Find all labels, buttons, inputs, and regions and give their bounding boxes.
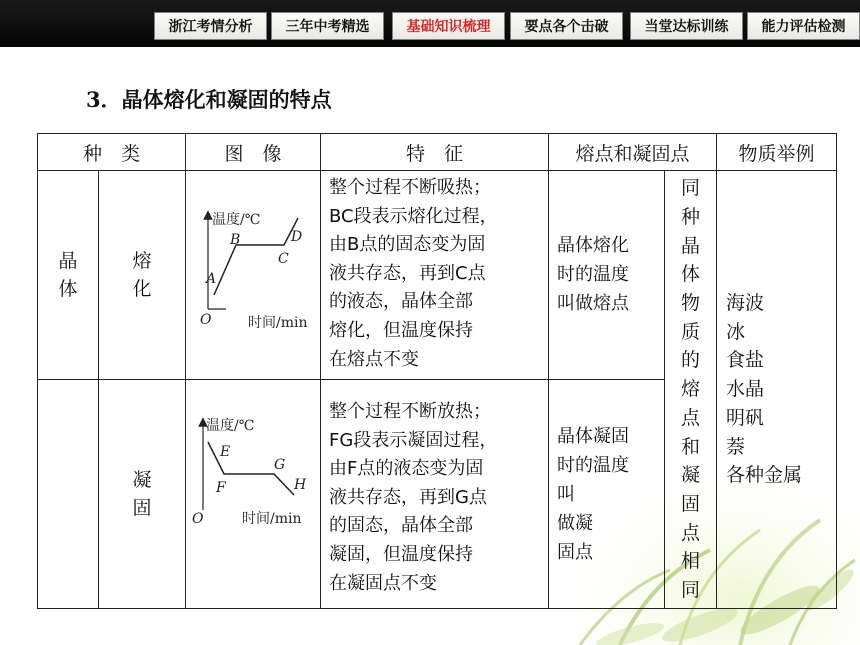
example-item: 海波 — [726, 291, 765, 314]
example-item: 明矾 — [726, 406, 765, 429]
point-c-label: C — [278, 251, 289, 267]
header-examples: 物质举例 — [717, 134, 837, 171]
section-title: 3．晶体熔化和凝固的特点 — [86, 87, 332, 112]
category-empty-cell — [38, 380, 99, 609]
freezing-feature-line-6: 凝固，但温度保持 — [329, 543, 474, 565]
freezing-x-label: 时间/min — [242, 511, 302, 527]
example-item: 食盐 — [726, 349, 765, 372]
freezing-y-label: 温度/℃ — [206, 418, 255, 434]
header-type: 种 类 — [38, 134, 186, 171]
example-item: 各种金属 — [726, 464, 803, 487]
freezing-point-line-3: 叫 — [557, 484, 576, 505]
same-point-note-char: 晶 — [681, 234, 701, 257]
same-point-note-char: 同 — [681, 177, 701, 200]
same-point-note-char: 同 — [681, 579, 701, 602]
example-item: 萘 — [726, 435, 746, 458]
category-char-2: 体 — [58, 278, 78, 300]
point-e-label: E — [220, 444, 231, 460]
freezing-point-line-5: 固点 — [557, 542, 594, 563]
header-feature: 特 征 — [321, 134, 549, 171]
point-h-label: H — [294, 477, 307, 493]
freezing-point-line-2: 时的温度 — [557, 455, 630, 476]
freezing-feature-line-2: FG段表示凝固过程， — [329, 429, 498, 451]
same-point-note-char: 和 — [681, 435, 701, 458]
tab-key-points[interactable]: 要点各个击破 — [510, 12, 623, 40]
melting-char-1: 熔 — [132, 250, 152, 272]
melting-x-label: 时间/min — [248, 315, 308, 331]
point-d-label: D — [291, 229, 303, 245]
freezing-point-line-4: 做凝 — [557, 513, 594, 534]
freezing-feature — [321, 380, 549, 609]
melting-feature-line-1: 整个过程不断吸热； — [329, 177, 492, 198]
melting-feature-line-6: 熔化，但温度保持 — [329, 319, 474, 341]
point-a-label: A — [206, 271, 217, 287]
freezing-char-1: 凝 — [132, 469, 152, 491]
same-point-note-char: 质 — [681, 320, 701, 343]
freezing-feature-line-1: 整个过程不断放热； — [329, 401, 492, 422]
melting-feature-line-4: 液共存态，再到C点 — [329, 262, 486, 284]
melting-char-2: 化 — [132, 278, 152, 300]
header-image: 图 像 — [186, 134, 321, 171]
melting-row — [38, 171, 837, 380]
melting-feature — [321, 171, 549, 380]
melting-point-cell — [549, 171, 665, 380]
freezing-point-line-1: 晶体凝固 — [557, 426, 630, 447]
freezing-char-2: 固 — [132, 497, 152, 519]
freezing-origin: O — [192, 511, 204, 527]
melting-feature-line-2: BC段表示熔化过程， — [329, 205, 498, 227]
point-b-label: B — [230, 232, 241, 248]
same-point-note — [665, 174, 716, 605]
category-char-1: 晶 — [58, 250, 78, 272]
freezing-point-cell — [549, 380, 665, 609]
freezing-feature-line-5: 的固态，晶体全部 — [329, 515, 474, 537]
top-nav-bar — [0, 0, 860, 47]
point-g-label: G — [274, 457, 286, 473]
melting-feature-line-3: 由B点的固态变为固 — [329, 234, 486, 256]
melting-point-line-2: 时的温度 — [557, 264, 630, 285]
point-f-label: F — [216, 480, 226, 496]
melting-process-cell — [99, 171, 186, 380]
same-point-note-char: 固 — [681, 492, 701, 515]
freezing-graph — [186, 380, 321, 608]
freezing-feature-line-7: 在凝固点不变 — [329, 572, 438, 594]
header-row — [38, 134, 837, 171]
tab-zhejiang-analysis[interactable]: 浙江考情分析 — [154, 12, 267, 40]
melting-origin: O — [200, 312, 212, 328]
tab-class-practice[interactable]: 当堂达标训练 — [630, 12, 743, 40]
tab-three-year-selection[interactable]: 三年中考精选 — [271, 12, 384, 40]
tab-ability-assessment[interactable]: 能力评估检测 — [747, 12, 860, 40]
freezing-process-cell — [99, 380, 186, 609]
example-item: 水晶 — [726, 378, 765, 401]
same-point-note-char: 种 — [681, 205, 701, 228]
category-cell — [38, 171, 99, 380]
header-points: 熔点和凝固点 — [549, 134, 717, 171]
example-item: 冰 — [726, 320, 746, 343]
freezing-feature-line-4: 液共存态，再到G点 — [329, 486, 487, 508]
same-point-note-char: 凝 — [681, 464, 701, 487]
same-point-note-cell — [665, 171, 717, 609]
freezing-feature-line-3: 由F点的液态变为固 — [329, 458, 484, 480]
examples-cell — [717, 171, 837, 609]
crystal-properties-table — [37, 133, 837, 609]
melting-y-label: 温度/℃ — [212, 212, 261, 228]
melting-feature-line-5: 的液态，晶体全部 — [329, 291, 474, 313]
same-point-note-char: 点 — [681, 521, 701, 544]
melting-feature-line-7: 在熔点不变 — [329, 348, 420, 370]
same-point-note-char: 的 — [681, 349, 701, 372]
same-point-note-char: 点 — [681, 406, 701, 429]
melting-graph-cell — [186, 171, 321, 380]
melting-graph — [186, 171, 321, 379]
tab-basic-knowledge[interactable]: 基础知识梳理 — [392, 12, 505, 40]
same-point-note-char: 物 — [681, 292, 701, 315]
freezing-graph-cell — [186, 380, 321, 609]
same-point-note-char: 熔 — [681, 378, 701, 401]
melting-point-line-3: 叫做熔点 — [557, 293, 630, 314]
same-point-note-char: 体 — [681, 263, 701, 286]
same-point-note-char: 相 — [681, 550, 701, 573]
melting-point-line-1: 晶体熔化 — [557, 235, 630, 256]
